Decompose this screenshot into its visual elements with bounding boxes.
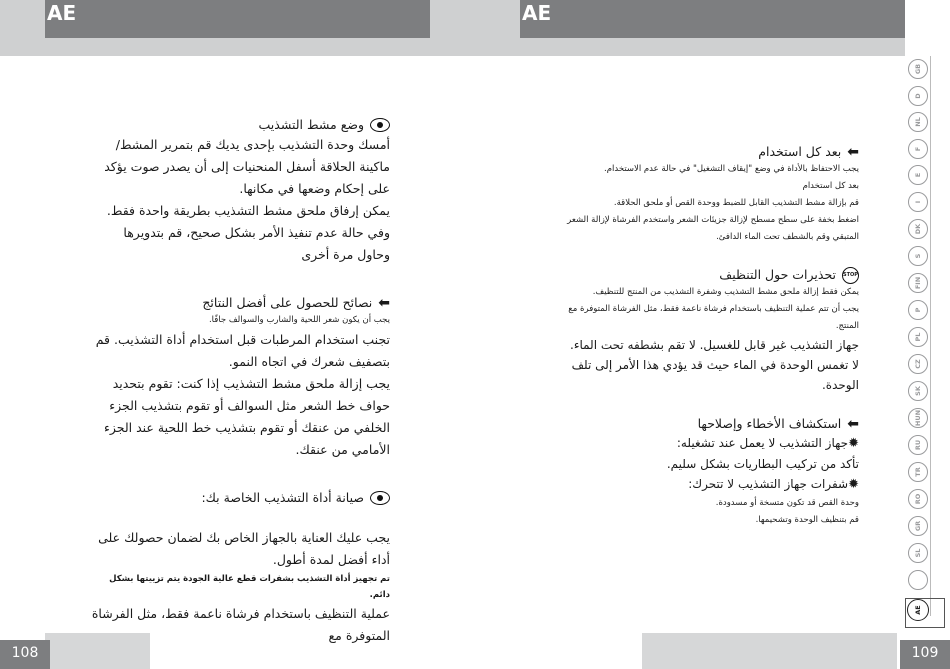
language-tab-p[interactable]: P (908, 300, 928, 320)
language-tab-gr[interactable]: GR (908, 516, 928, 536)
arrow-left-icon: ⬅ (378, 295, 390, 311)
footer-band-right (642, 633, 897, 669)
right-page-content (567, 143, 859, 529)
language-tab-ae[interactable]: AE (907, 599, 929, 621)
language-tab-ro[interactable]: RO (908, 489, 928, 509)
section-heading-after-use (567, 143, 859, 161)
language-tab-e[interactable]: E (908, 165, 928, 185)
page-number-right: 109 (900, 640, 950, 669)
section-title: تحذيرات حول التنظيف (719, 267, 836, 282)
troubleshoot-answer: تأكد من تركيب البطاريات بشكل سليم. (666, 457, 859, 471)
small-text: يجب الاحتفاظ بالأداة في وضع "إيقاف التشغيل" في حالة عدم الاستخدام. (604, 164, 859, 174)
language-tab-sl[interactable]: SL (908, 543, 928, 563)
troubleshoot-answer: قم بتنظيف الوحدة وتشحيمها. (755, 515, 859, 525)
paragraph: جهاز التشذيب غير قابل للغسيل. لا تقم بشطفه تحت الماء. (570, 338, 859, 352)
language-tab-nl[interactable]: NL (908, 112, 928, 132)
language-tab-hun[interactable]: HUN (908, 408, 928, 428)
language-tab-cz[interactable]: CZ (908, 354, 928, 374)
language-tab-sk[interactable]: SK (908, 381, 928, 401)
eye-icon (370, 491, 390, 505)
small-text: اضغط بخفة على سطح مسطح لإزالة جزيئات الشعر واستخدم الفرشاة لإزالة الشعر المتبقي وقم بالشطف تحت الماء الدافئ. (567, 215, 859, 242)
paragraph: عملية التنظيف باستخدام فرشاة ناعمة فقط، مثل الفرشاة المتوفرة مع (91, 606, 390, 643)
star-icon: ✹ (848, 477, 859, 492)
section-title: استكشاف الأخطاء وإصلاحها (697, 416, 842, 431)
small-text: يمكن فقط إزالة ملحق مشط التشذيب وشفرة التشذيب من المنتج للتنظيف. (592, 287, 859, 297)
paragraph: يجب إزالة ملحق مشط التشذيب إذا كنت: تقوم بتحديد حواف خط الشعر مثل السوالف أو تقوم بتشذيب الجزء الخلفي من عنقك أو تقوم بتشذيب خط اللحية عند الجزء الأمامي من عنقك. (104, 376, 390, 457)
language-tab-ru[interactable]: RU (908, 435, 928, 455)
section-title: وضع مشط التشذيب (258, 117, 364, 132)
section-heading-tips (88, 294, 390, 312)
paragraph: يجب عليك العناية بالجهاز الخاص بك لضمان حصولك على أداء أفضل لمدة أطول. (98, 530, 390, 567)
language-tab-divider (930, 56, 931, 616)
language-tab-pl[interactable]: PL (908, 327, 928, 347)
troubleshoot-question: ✹شفرات جهاز التشذيب لا تتحرك: (688, 477, 859, 492)
language-tab-d[interactable]: D (908, 86, 928, 106)
active-language-frame (905, 598, 945, 628)
language-tab-f[interactable]: F (908, 139, 928, 159)
stop-icon: STOP (842, 267, 859, 284)
paragraph: تجنب استخدام المرطبات قبل استخدام أداة التشذيب. قم بتصفيف شعرك في اتجاه النمو. (95, 332, 390, 369)
page-number-left: 108 (0, 640, 50, 669)
left-page-content (88, 116, 390, 647)
section-title: نصائح للحصول على أفضل النتائج (202, 295, 373, 310)
arrow-left-icon: ⬅ (847, 416, 859, 432)
section-title: صيانة أداة التشذيب الخاصة بك: (201, 490, 364, 505)
eye-icon (370, 118, 390, 132)
language-tab-fin[interactable]: FIN (908, 273, 928, 293)
troubleshoot-question: ✹جهاز التشذيب لا يعمل عند تشغيله: (676, 436, 859, 451)
section-heading-cleaning-warnings (567, 266, 859, 284)
bold-note: تم تجهيز أداة التشذيب بشفرات قطع عالية الجودة يتم تزييتها بشكل دائم. (109, 574, 390, 600)
paragraph: يمكن إرفاق ملحق مشط التشذيب بطريقة واحدة فقط. وفي حالة عدم تنفيذ الأمر بشكل صحيح، قم بتدويرها وحاول مرة أخرى (106, 203, 390, 262)
arrow-left-icon: ⬅ (847, 144, 859, 160)
language-tab-s[interactable]: S (908, 246, 928, 266)
section-heading-trimming-comb (88, 116, 390, 134)
language-tab-gb[interactable]: GB (908, 59, 928, 79)
small-note: يجب أن يكون شعر اللحية والشارب والسوالف جافًا. (208, 315, 390, 325)
language-tab-i[interactable]: I (908, 192, 928, 212)
language-code-header-right: AE (520, 0, 905, 38)
language-tab-bar (905, 56, 930, 633)
language-tab-blank[interactable] (908, 570, 928, 590)
paragraph: أمسك وحدة التشذيب بإحدى يديك قم بتمرير المشط/ماكينة الحلاقة أسفل المنحنيات إلى أن يصدر صوت يؤكد على إحكام وضعها في مكانها. (104, 137, 390, 196)
language-tab-dk[interactable]: DK (908, 219, 928, 239)
small-text: يجب أن تتم عملية التنظيف باستخدام فرشاة ناعمة فقط، مثل الفرشاة المتوفرة مع المنتج. (568, 304, 859, 331)
troubleshoot-answer: وحدة القص قد تكون متسخة أو مسدودة. (715, 498, 859, 508)
section-heading-troubleshooting (567, 415, 859, 433)
small-text: بعد كل استخدام (802, 181, 859, 191)
section-title: بعد كل استخدام (758, 144, 842, 159)
footer-band-left (45, 633, 150, 669)
section-heading-maintenance (88, 489, 390, 507)
language-tab-tr[interactable]: TR (908, 462, 928, 482)
paragraph: لا تغمس الوحدة في الماء حيث قد يؤدي هذا الأمر إلى تلف الوحدة. (571, 358, 859, 392)
star-icon: ✹ (848, 436, 859, 451)
language-code-header-left: AE (45, 0, 430, 38)
small-text: قم بإزالة مشط التشذيب القابل للضبط ووحدة القص أو ملحق الحلاقة. (613, 198, 859, 208)
